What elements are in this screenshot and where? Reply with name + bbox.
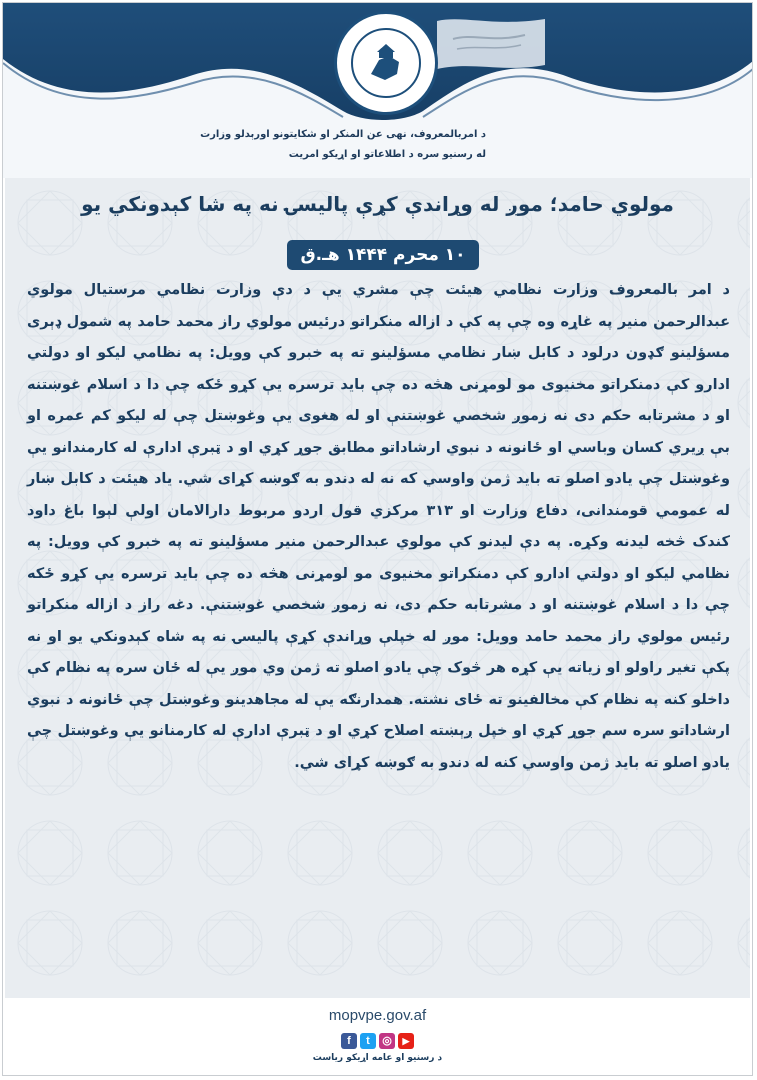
website-link[interactable]: mopvpe.gov.af xyxy=(328,1007,427,1024)
date-badge: ۱۰ محرم ۱۴۴۴ هـ.ق xyxy=(287,240,479,270)
twitter-icon[interactable]: t xyxy=(360,1033,376,1049)
presidency-name: د رسنیو او عامه اړیکو ریاست xyxy=(312,1053,443,1063)
page-border xyxy=(2,2,753,1076)
youtube-icon[interactable]: ▶ xyxy=(398,1033,414,1049)
ministry-line-1: د امربالمعروف، نهی عن المنکر او شکایتونو اورېدلو وزارت xyxy=(200,129,486,140)
instagram-icon[interactable]: ◎ xyxy=(379,1033,395,1049)
ministry-line-2: له رسنیو سره د اطلاعاتو او اړیکو امریت xyxy=(288,149,486,160)
facebook-icon[interactable]: f xyxy=(341,1033,357,1049)
article-body: د امر بالمعروف وزارت نظامي هیئت چې مشري یې د دې وزارت نظامي مرستیال مولوي عبدالرحمن منیر په غاړه وه چې په کې د ازاله منکراتو درئیس مولوي راز محمد حامد په شمول ډېرى مسؤلينو ګډون درلود د کابل ښار نظامي مسؤلينو ته په خبرو کې وويل: په نظامي ليکو او دولتي ادارو کې دمنکراتو مخنيوى مو لومړنى هڅه ده چې بايد ترسره يې کړو ځکه چې دا د اسلام غوښتنه او د مشرتابه حکم دى نه زموږ شخصي غوښتنې او له هغوى يې وغوښتل چې له ليکو کم عمره او بې ږيري کسان وباسي او ځانونه د نبوي ارشاداتو مطابق جوړ کړي او د ټبرې ادارې له کارمندانو يې وغوښتل چې يادو اصلو ته بايد ژمن واوسي که نه له دندو به ګوښه کړای شي. ياد هيئت د کابل ښار له عمومي قومندانى، دفاع وزارت او ۳۱۳ مرکزي قول اردو مربوط دارالامان اولې لېوا باغ داود کندک څخه ليدنه وکړه. په دې ليدنو کې مولوي عبدالرحمن منير مسؤلينو ته په خبرو کې وويل: په نظامي ليکو او دولتي ادارو کې دمنکراتو مخنيوى مو لومړنى هڅه ده چې بايد ترسره يې کړو ځکه چې دا د اسلام غوښتنه او د مشرتابه حکم دى، نه زموږ شخصي غوښتنې. دغه راز د ازاله منکراتو رئيس مولوي راز محمد حامد وويل: موږ له خپلې وړاندې کړې پالیسۍ نه په شاه کېدونکي يو او نه پکې تغير راولو او زياته يې کړه هر څوک چې يادو اصلو ته ژمن وي موږ يې له ځان سره په نظام کې داخلو کنه په نظام کې مخالفينو ته ځاى نشته. همدارنګه يې له مجاهدينو وغوښتل چې ځانونه د نبوي ارشاداتو سره سم جوړ کړي او خپل ږېښته اصلاح کړي او د ټبرې ادارې له کارمنانو يې وغوښتل چې يادو اصلو ته بايد ژمن واوسي کنه له دندو به ګوښه کړاى شي. xyxy=(27,282,731,771)
article-title: مولوي حامد؛ موږ له وړاندې کړې پالیسۍ نه په شا کېدونکي یو xyxy=(81,192,674,216)
